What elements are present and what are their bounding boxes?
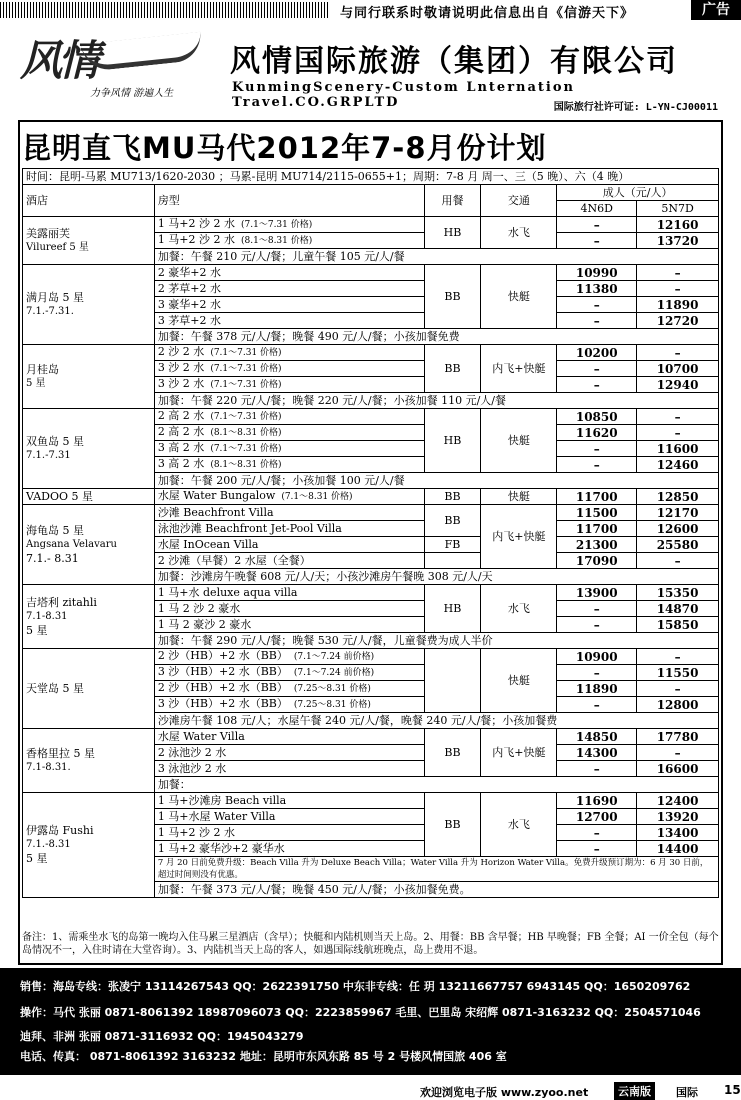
price-4n6d: 14850 xyxy=(557,729,637,745)
price-period: (8.1～8.31 价格) xyxy=(210,428,282,438)
header-transport: 交通 xyxy=(481,185,557,217)
price-4n6d: – xyxy=(557,617,637,633)
price-period: (7.1～7.31 价格) xyxy=(210,364,282,374)
meal-plan: HB xyxy=(424,585,481,633)
extra-meal: 加餐：沙滩房午晚餐 608 元/人/天；小孩沙滩房午餐晚 308 元/人/天 xyxy=(154,569,718,585)
room-type xyxy=(154,233,424,249)
room-type xyxy=(154,697,424,713)
price-4n6d: – xyxy=(557,217,637,233)
table-row xyxy=(23,217,719,233)
hotel-cell xyxy=(23,409,155,489)
price-period: (7.1～8.31 价格) xyxy=(281,492,353,502)
hotel-sub: 7.1-8.31 xyxy=(26,610,68,622)
room-name: 水屋 InOcean Villa xyxy=(157,537,259,551)
room-name: 3 高 2 水 xyxy=(157,441,205,454)
price-5n7d: 12160 xyxy=(637,217,719,233)
room-type xyxy=(154,361,424,377)
hotel-name: 吉塔利 zitahli xyxy=(26,595,97,609)
meal-plan: FB xyxy=(424,537,481,553)
room-type xyxy=(154,441,424,457)
extra-meal: 加餐：午餐 290 元/人/餐；晚餐 530 元/人/餐，儿童餐费为成人半价 xyxy=(154,633,718,649)
top-notice: 与同行联系时敬请说明此信息出自《信游天下》 xyxy=(340,6,635,21)
price-5n7d: 13400 xyxy=(637,825,719,841)
price-4n6d: 10200 xyxy=(557,345,637,361)
price-period: (7.1～7.31 价格) xyxy=(210,348,282,358)
meal-plan: HB xyxy=(424,409,481,473)
price-4n6d: 12700 xyxy=(557,809,637,825)
room-name: 2 高 2 水 xyxy=(157,409,205,422)
meal-plan: BB xyxy=(424,729,481,777)
meal-plan: BB xyxy=(424,489,481,505)
header-4n6d: 4N6D xyxy=(557,201,637,217)
table-row xyxy=(23,345,719,361)
price-period: (7.1～7.31 价格) xyxy=(241,220,313,230)
room-name: 1 马+2 沙 2 水 xyxy=(157,825,236,839)
meal-plan: HB xyxy=(424,217,481,249)
extra-meal: 加餐：午餐 220 元/人/餐；晚餐 220 元/人/餐；小孩加餐 110 元/人/餐 xyxy=(154,393,718,409)
price-4n6d: – xyxy=(557,841,637,857)
price-5n7d: 11550 xyxy=(637,665,719,681)
price-5n7d: 12400 xyxy=(637,793,719,809)
transport: 快艇 xyxy=(481,409,557,473)
price-5n7d: 25580 xyxy=(637,537,719,553)
website-link[interactable]: 欢迎浏览电子版 www.zyoo.net xyxy=(420,1086,589,1099)
table-row xyxy=(23,409,719,425)
price-5n7d: – xyxy=(637,425,719,441)
hotel-cell xyxy=(23,729,155,793)
hotel-cell xyxy=(23,505,155,585)
price-4n6d: 11890 xyxy=(557,681,637,697)
price-4n6d: – xyxy=(557,297,637,313)
extra-meal: 加餐：午餐 373 元/人/餐；晚餐 450 元/人/餐；小孩加餐免费。 xyxy=(154,882,718,898)
room-type xyxy=(154,841,424,857)
price-5n7d: – xyxy=(637,553,719,569)
room-type xyxy=(154,809,424,825)
room-name: 1 马+水屋 Water Villa xyxy=(157,809,276,823)
price-period: (7.1～7.24 前价格) xyxy=(293,668,375,678)
table-row xyxy=(23,505,719,521)
room-name: 2 沙 2 水 xyxy=(157,345,205,358)
room-name: 1 马+水 deluxe aqua villa xyxy=(157,585,298,599)
remarks: 备注：1、需乘坐水飞的岛第一晚均入住马累三星酒店（含早）；快艇和内陆机则当天上岛。2、用餐：BB 含早餐；HB 早晚餐；FB 全餐；AI 一价全包（每个岛情况不一，入住时请在大堂咨询）。3、内陆机当天上岛的客人，如遇国际线航班晚点，岛上费用不退。 xyxy=(22,932,719,956)
price-period: (7.1～7.31 价格) xyxy=(210,380,282,390)
hotel-name: 海龟岛 5 星 xyxy=(26,523,84,537)
room-name: 3 豪华+2 水 xyxy=(157,297,222,311)
room-name: 水屋 Water Bungalow xyxy=(157,489,276,502)
extra-meal: 加餐：午餐 378 元/人/餐；晚餐 490 元/人/餐；小孩加餐免费 xyxy=(154,329,718,345)
room-name: 1 马 2 豪沙 2 豪水 xyxy=(157,617,252,631)
room-type xyxy=(154,425,424,441)
hotel-sub: 7.1.-7.31. xyxy=(26,305,74,317)
price-period: (8.1～8.31 价格) xyxy=(241,236,313,246)
price-5n7d: 13720 xyxy=(637,233,719,249)
hotel-cell xyxy=(23,585,155,649)
room-type xyxy=(154,345,424,361)
room-type xyxy=(154,217,424,233)
extra-meal: 加餐： xyxy=(154,777,718,793)
ad-label: 广告 xyxy=(691,0,741,20)
price-5n7d: – xyxy=(637,345,719,361)
price-5n7d: 12600 xyxy=(637,521,719,537)
hotel-sub: 7.1-8.31. xyxy=(26,761,71,773)
room-type xyxy=(154,649,424,665)
price-4n6d: 11690 xyxy=(557,793,637,809)
transport: 内飞+快艇 xyxy=(481,345,557,393)
room-name: 1 马 2 沙 2 豪水 xyxy=(157,601,241,615)
price-period: (7.25～8.31 价格) xyxy=(293,700,371,710)
room-name: 2 沙滩（早餐）2 水屋（全餐） xyxy=(157,553,311,567)
room-type xyxy=(154,505,424,521)
room-type xyxy=(154,377,424,393)
price-period: (7.1～7.31 价格) xyxy=(210,444,282,454)
logo-swoosh-icon xyxy=(81,32,203,72)
price-4n6d: 10990 xyxy=(557,265,637,281)
price-4n6d: 11380 xyxy=(557,281,637,297)
room-name: 沙滩 Beachfront Villa xyxy=(157,505,274,519)
room-type xyxy=(154,537,424,553)
room-type xyxy=(154,265,424,281)
edition-tag: 云南版 xyxy=(614,1082,655,1100)
hotel-name: 天堂岛 5 星 xyxy=(26,681,84,695)
hotel-cell xyxy=(23,489,155,505)
hotel-name: 满月岛 5 星 xyxy=(26,290,84,304)
room-type xyxy=(154,521,424,537)
price-4n6d: 11700 xyxy=(557,521,637,537)
price-5n7d: 12170 xyxy=(637,505,719,521)
hotel-sub: 5 星 xyxy=(26,377,46,389)
price-period: (7.1～7.31 价格) xyxy=(210,412,282,422)
decorative-stripe xyxy=(0,2,330,18)
hotel-cell xyxy=(23,217,155,265)
promo-note: 7 月 20 日前免费升级：Beach Villa 升为 Deluxe Beach Villa；Water Villa 升为 Horizon Water Villa。免费升级预订期为：6 月 30 日前，超过时间则没有优惠。 xyxy=(154,857,718,882)
table-row xyxy=(23,489,719,505)
footer-operation: 操作：马代 张丽 0871-8061392 18987096073 QQ：2223859967 毛里、巴里岛 宋绍辉 0871-3163232 QQ：2504571046 xyxy=(20,1006,701,1019)
hotel-sub: 7.1.-8.31 xyxy=(26,839,71,850)
price-4n6d: – xyxy=(557,361,637,377)
room-name: 3 沙（HB）+2 水（BB） xyxy=(157,665,288,678)
room-name: 2 茅草+2 水 xyxy=(157,281,222,295)
room-type xyxy=(154,489,424,505)
price-4n6d: 11700 xyxy=(557,489,637,505)
meal-plan: BB xyxy=(424,265,481,329)
room-type xyxy=(154,313,424,329)
room-type xyxy=(154,681,424,697)
price-4n6d: 10900 xyxy=(557,649,637,665)
price-5n7d: 15350 xyxy=(637,585,719,601)
room-type xyxy=(154,585,424,601)
price-5n7d: 16600 xyxy=(637,761,719,777)
table-row xyxy=(23,793,719,809)
price-4n6d: – xyxy=(557,377,637,393)
logo-slogan: 力争风情 游遍人生 xyxy=(90,88,174,99)
hotel-name: 月桂岛 xyxy=(26,362,59,376)
price-period: (7.25～8.31 价格) xyxy=(293,684,371,694)
price-5n7d: 13920 xyxy=(637,809,719,825)
hotel-name: 伊露岛 Fushi xyxy=(26,824,94,837)
footer-sales: 销售：海岛专线：张凌宁 13114267543 QQ：2622391750 中东非专线：任 玥 13211667757 6943145 QQ：1650209762 xyxy=(20,980,691,993)
room-name: 1 马+2 沙 2 水 xyxy=(157,233,236,246)
table-row xyxy=(23,649,719,665)
room-name: 2 高 2 水 xyxy=(157,425,205,438)
price-4n6d: – xyxy=(557,761,637,777)
hotel-name: 双鱼岛 5 星 xyxy=(26,434,84,448)
hotel-cell xyxy=(23,649,155,729)
header-hotel: 酒店 xyxy=(23,185,155,217)
room-type xyxy=(154,617,424,633)
price-5n7d: 14400 xyxy=(637,841,719,857)
meal-plan: BB xyxy=(424,793,481,857)
transport: 快艇 xyxy=(481,489,557,505)
price-4n6d: – xyxy=(557,825,637,841)
price-5n7d: – xyxy=(637,745,719,761)
room-name: 1 马+2 沙 2 水 xyxy=(157,217,236,230)
room-name: 水屋 Water Villa xyxy=(157,729,245,743)
price-5n7d: 15850 xyxy=(637,617,719,633)
company-name: 风情国际旅游（集团）有限公司 xyxy=(230,44,678,79)
hotel-name: 美露丽芙 xyxy=(26,226,70,240)
price-4n6d: – xyxy=(557,697,637,713)
extra-meal: 加餐：午餐 210 元/人/餐；儿童午餐 105 元/人/餐 xyxy=(154,249,718,265)
price-5n7d: – xyxy=(637,649,719,665)
hotel-sub2: 5 星 xyxy=(26,852,48,865)
price-5n7d: 12460 xyxy=(637,457,719,473)
room-name: 3 泳池沙 2 水 xyxy=(157,761,227,775)
company-logo xyxy=(20,24,220,104)
page-title: 昆明直飞MU马代2012年7-8月份计划 xyxy=(22,131,547,165)
header-room: 房型 xyxy=(154,185,424,217)
price-4n6d: 14300 xyxy=(557,745,637,761)
room-name: 2 泳池沙 2 水 xyxy=(157,745,227,759)
room-name: 2 沙（HB）+2 水（BB） xyxy=(157,649,288,662)
room-type xyxy=(154,729,424,745)
hotel-sub2: 7.1.- 8.31 xyxy=(26,551,79,565)
transport: 水飞 xyxy=(481,793,557,857)
price-4n6d: – xyxy=(557,601,637,617)
price-period: (7.1～7.24 前价格) xyxy=(293,652,375,662)
price-4n6d: 17090 xyxy=(557,553,637,569)
header-meal: 用餐 xyxy=(424,185,481,217)
transport: 水飞 xyxy=(481,585,557,633)
price-5n7d: 11890 xyxy=(637,297,719,313)
hotel-sub: 7.1.-7.31 xyxy=(26,449,71,461)
room-type xyxy=(154,553,424,569)
hotel-cell xyxy=(23,345,155,409)
page-bottom xyxy=(0,1080,741,1100)
price-5n7d: – xyxy=(637,281,719,297)
room-name: 3 沙 2 水 xyxy=(157,361,205,374)
room-name: 3 茅草+2 水 xyxy=(157,313,222,327)
room-type xyxy=(154,601,424,617)
hotel-sub2: 5 星 xyxy=(26,623,48,637)
price-5n7d: – xyxy=(637,265,719,281)
company-name-en: KunmingScenery-Custom Lnternation Travel.CO.GRPLTD xyxy=(232,80,575,110)
transport: 水飞 xyxy=(481,217,557,249)
company-header xyxy=(20,24,720,116)
price-5n7d: – xyxy=(637,681,719,697)
price-4n6d: 10850 xyxy=(557,409,637,425)
header-adult: 成人（元/人） xyxy=(557,185,719,201)
room-type xyxy=(154,665,424,681)
price-5n7d: 12720 xyxy=(637,313,719,329)
table-row xyxy=(23,265,719,281)
room-name: 3 沙（HB）+2 水（BB） xyxy=(157,697,288,710)
hotel-cell xyxy=(23,265,155,345)
price-5n7d: 14870 xyxy=(637,601,719,617)
room-type xyxy=(154,281,424,297)
hotel-name: 香格里拉 5 星 xyxy=(26,746,95,760)
price-5n7d: 11600 xyxy=(637,441,719,457)
room-type xyxy=(154,761,424,777)
room-name: 2 沙（HB）+2 水（BB） xyxy=(157,681,288,694)
meal-plan: BB xyxy=(424,505,481,537)
contact-footer xyxy=(0,968,741,1075)
room-name: 1 马+沙滩房 Beach villa xyxy=(157,793,287,807)
room-type xyxy=(154,409,424,425)
hotel-sub: Vilureef 5 星 xyxy=(26,241,89,253)
license-number: 国际旅行社许可证: L-YN-CJ00011 xyxy=(553,102,718,113)
room-name: 泳池沙滩 Beachfront Jet-Pool Villa xyxy=(157,521,342,535)
transport: 内飞+快艇 xyxy=(481,505,557,569)
price-5n7d: – xyxy=(637,409,719,425)
footer-contact: 电话、传真： 0871-8061392 3163232 地址：昆明市东风东路 85 号 2 号楼风情国旅 406 室 xyxy=(20,1050,507,1063)
room-name: 2 豪华+2 水 xyxy=(157,265,222,279)
price-4n6d: 21300 xyxy=(557,537,637,553)
room-type xyxy=(154,457,424,473)
meal-plan xyxy=(424,649,481,713)
room-name: 3 沙 2 水 xyxy=(157,377,205,390)
logo-mark: 风情 xyxy=(20,36,97,85)
schedule-row: 时间：昆明-马累 MU713/1620-2030 ；马累-昆明 MU714/2115-0655+1；周期：7-8 月 周一、三（5 晚）、六（4 晚） xyxy=(23,169,719,185)
meal-plan: BB xyxy=(424,345,481,393)
price-4n6d: – xyxy=(557,233,637,249)
hotel-name: VADOO 5 星 xyxy=(26,489,93,503)
price-table xyxy=(22,168,719,898)
hotel-sub: Angsana Velavaru xyxy=(26,538,117,550)
table-row xyxy=(23,585,719,601)
room-type xyxy=(154,825,424,841)
header-5n7d: 5N7D xyxy=(637,201,719,217)
transport: 内飞+快艇 xyxy=(481,729,557,777)
price-4n6d: – xyxy=(557,313,637,329)
price-5n7d: 17780 xyxy=(637,729,719,745)
category-label: 国际 xyxy=(676,1086,698,1099)
price-5n7d: 12800 xyxy=(637,697,719,713)
extra-meal: 加餐：午餐 200 元/人/餐；小孩加餐 100 元/人/餐 xyxy=(154,473,718,489)
hotel-cell xyxy=(23,793,155,898)
transport: 快艇 xyxy=(481,649,557,713)
price-5n7d: 12940 xyxy=(637,377,719,393)
table-row xyxy=(23,729,719,745)
price-period: (8.1～8.31 价格) xyxy=(210,460,282,470)
price-4n6d: – xyxy=(557,665,637,681)
footer-dubai: 迪拜、非洲 张丽 0871-3116932 QQ：1945043279 xyxy=(20,1030,304,1043)
transport: 快艇 xyxy=(481,265,557,329)
room-name: 1 马+2 豪华沙+2 豪华水 xyxy=(157,841,285,855)
price-4n6d: 13900 xyxy=(557,585,637,601)
price-4n6d: 11500 xyxy=(557,505,637,521)
price-5n7d: 10700 xyxy=(637,361,719,377)
room-type xyxy=(154,793,424,809)
meal-plan-empty xyxy=(424,553,481,569)
page-number: 15 xyxy=(724,1083,741,1097)
price-5n7d: 12850 xyxy=(637,489,719,505)
room-type xyxy=(154,745,424,761)
price-4n6d: 11620 xyxy=(557,425,637,441)
extra-meal: 沙滩房午餐 108 元/人；水屋午餐 240 元/人/餐，晚餐 240 元/人/餐；小孩加餐费 xyxy=(154,713,718,729)
top-bar xyxy=(0,0,741,22)
price-4n6d: – xyxy=(557,457,637,473)
room-type xyxy=(154,297,424,313)
price-4n6d: – xyxy=(557,441,637,457)
room-name: 3 高 2 水 xyxy=(157,457,205,470)
